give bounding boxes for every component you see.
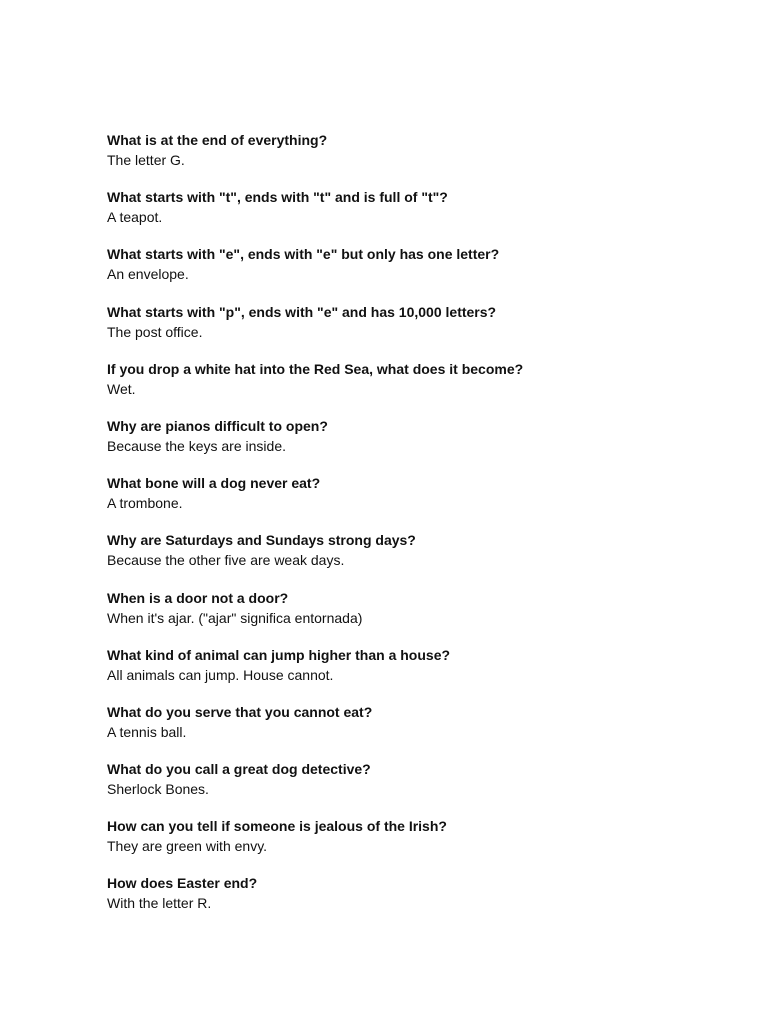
riddle-answer: A teapot.: [107, 209, 163, 226]
riddle-question: What starts with "e", ends with "e" but only has one letter?: [107, 246, 500, 263]
riddle-item: [107, 702, 707, 759]
riddle-question: What do you call a great dog detective?: [107, 761, 371, 778]
riddle-question: How can you tell if someone is jealous of the Irish?: [107, 818, 447, 835]
riddle-answer: All animals can jump. House cannot.: [107, 666, 334, 683]
riddle-answer: Because the keys are inside.: [107, 437, 286, 454]
riddle-answer: With the letter R.: [107, 895, 212, 912]
riddle-question: If you drop a white hat into the Red Sea, what does it become?: [107, 360, 524, 377]
riddle-question: What starts with "t", ends with "t" and is full of "t"?: [107, 189, 448, 206]
riddle-item: [107, 473, 707, 530]
riddle-item: [107, 530, 707, 587]
riddle-answer: A trombone.: [107, 495, 183, 512]
riddle-answer: A tennis ball.: [107, 723, 187, 740]
riddle-item: [107, 130, 707, 187]
riddle-question: What is at the end of everything?: [107, 132, 328, 148]
riddle-question: Why are Saturdays and Sundays strong days?: [107, 532, 416, 549]
riddle-item: [107, 873, 707, 930]
riddle-question: When is a door not a door?: [107, 589, 289, 606]
riddle-item: [107, 816, 707, 873]
riddle-answer: The post office.: [107, 323, 203, 340]
riddle-answer: Because the other five are weak days.: [107, 552, 345, 569]
riddle-question: What kind of animal can jump higher than a house?: [107, 646, 451, 663]
riddle-item: [107, 759, 707, 816]
riddle-answer: When it's ajar. ("ajar" significa entornada): [107, 609, 363, 626]
riddle-question: How does Easter end?: [107, 875, 258, 892]
riddle-item: [107, 359, 707, 416]
riddle-item: [107, 416, 707, 473]
riddle-item: [107, 588, 707, 645]
riddle-item: [107, 302, 707, 359]
riddle-answer: Wet.: [107, 380, 136, 397]
riddle-list: [107, 130, 707, 931]
riddle-question: What starts with "p", ends with "e" and has 10,000 letters?: [107, 303, 497, 320]
riddle-item: [107, 645, 707, 702]
riddle-answer: The letter G.: [107, 152, 185, 168]
riddle-question: What do you serve that you cannot eat?: [107, 703, 373, 720]
riddle-answer: An envelope.: [107, 266, 189, 283]
riddle-item: [107, 244, 707, 301]
riddle-answer: They are green with envy.: [107, 838, 268, 855]
riddle-item: [107, 187, 707, 244]
riddle-question: Why are pianos difficult to open?: [107, 417, 328, 434]
riddle-question: What bone will a dog never eat?: [107, 475, 321, 492]
riddle-answer: Sherlock Bones.: [107, 781, 209, 798]
